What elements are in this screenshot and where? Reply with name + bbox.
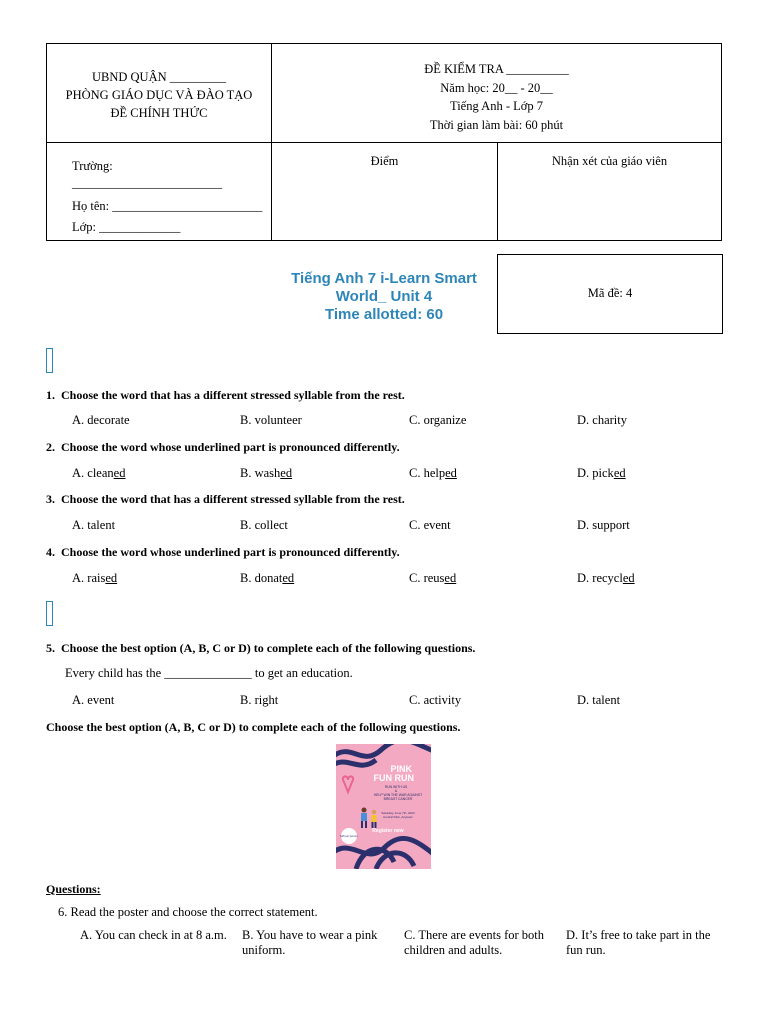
question-number: 3. (46, 492, 55, 506)
underlined-part: ed (622, 571, 635, 585)
underlined-part: ed (113, 466, 126, 480)
q3-option-d (577, 518, 630, 533)
question-text: Choose the word whose underlined part is pronounced differently. (61, 440, 400, 454)
underlined-part: ed (280, 466, 293, 480)
option-text: A. talent (72, 518, 116, 532)
exam-title: ĐỀ KIỂM TRA __________ (424, 62, 569, 76)
question-1 (46, 388, 405, 403)
poster-register: Register now (372, 828, 404, 834)
q6-option-b: B. You have to wear a pink uniform. (242, 928, 378, 957)
q5-option-a (72, 693, 114, 708)
question-text: Choose the word whose underlined part is pronounced differently. (61, 545, 400, 559)
question-4 (46, 545, 400, 560)
name-field: Họ tên: ________________________ (72, 198, 263, 213)
option-text: A. rais (72, 571, 106, 585)
option-text: D. support (577, 518, 630, 532)
school-year: Năm học: 20__ - 20__ (440, 80, 553, 95)
question-number: 2. (46, 440, 55, 454)
poster-date: Saturday, June 7th, 2023 (381, 811, 415, 815)
official-label: ĐỀ CHÍNH THỨC (110, 106, 208, 120)
poster-title-1: PINK (390, 764, 412, 774)
q5-option-b (240, 693, 278, 708)
question-text: Choose the best option (A, B, C or D) to complete each of the following questions. (61, 641, 476, 655)
comment-cell (498, 143, 722, 241)
option-text: B. collect (240, 518, 288, 532)
underlined-part: ed (282, 571, 295, 585)
district-line: UBND QUẬN _________ (91, 70, 227, 84)
test-title (270, 270, 498, 324)
subject-grade: Tiếng Anh - Lớp 7 (450, 99, 543, 113)
title-line-1: Tiếng Anh 7 i-Learn Smart (291, 270, 477, 287)
underlined-part: ed (613, 466, 626, 480)
poster-place: Central Park, Anytown (383, 815, 413, 819)
q3-option-b (240, 518, 288, 533)
q1-option-d (577, 413, 627, 428)
student-info-cell (47, 143, 272, 241)
fun-run-poster (336, 744, 431, 869)
option-text: D. recycl (577, 571, 623, 585)
underlined-part: ed (105, 571, 118, 585)
option-text: A. event (72, 693, 115, 707)
school-label: Trường: (72, 159, 113, 173)
option-text: A. clean (72, 466, 114, 480)
poster-price: $15 per person (340, 835, 358, 838)
q4-option-d (577, 571, 635, 586)
school-blank: ________________________ (72, 175, 222, 190)
option-text: B. donat (240, 571, 283, 585)
score-label: Điểm (370, 154, 399, 168)
section-marker (46, 348, 53, 373)
q2-option-c (409, 466, 457, 481)
title-line-2: World_ Unit 4 (335, 288, 433, 305)
q5-sentence: Every child has the ______________ to get an education. (65, 666, 353, 680)
section-marker (46, 601, 53, 626)
q5-option-d (577, 693, 620, 708)
department-line: PHÒNG GIÁO DỤC VÀ ĐÀO TẠO (65, 88, 253, 102)
option-text: A. decorate (72, 413, 130, 427)
header-table (46, 43, 722, 241)
option-text: D. talent (577, 693, 621, 707)
option-text: C. event (409, 518, 451, 532)
poster-sub-2: & (394, 789, 398, 793)
underlined-part: ed (444, 571, 457, 585)
q5-option-c (409, 693, 461, 708)
question-6: 6. Read the poster and choose the correct statement. (58, 905, 318, 919)
q4-option-c (409, 571, 456, 586)
option-text: C. help (409, 466, 446, 480)
questions-heading: Questions: (46, 882, 101, 896)
instruction-2: Choose the best option (A, B, C or D) to complete each of the following questions. (46, 720, 461, 734)
q2-option-d (577, 466, 626, 481)
department-cell (47, 44, 272, 143)
question-3 (46, 492, 405, 507)
duration: Thời gian làm bài: 60 phút (429, 117, 564, 132)
question-text: Choose the word that has a different stressed syllable from the rest. (61, 388, 405, 402)
q4-option-a (72, 571, 117, 586)
q6-option-a: A. You can check in at 8 a.m. (80, 928, 227, 942)
q2-option-a (72, 466, 125, 481)
question-number: 1. (46, 388, 55, 402)
question-number: 5. (46, 641, 55, 655)
option-text: C. reus (409, 571, 445, 585)
q1-option-b (240, 413, 302, 428)
exam-info-cell (272, 44, 722, 143)
q3-option-c (409, 518, 451, 533)
q3-option-a (72, 518, 115, 533)
option-text: B. volunteer (240, 413, 302, 427)
q6-option-d: D. It’s free to take part in the fun run. (566, 928, 711, 957)
option-text: C. organize (409, 413, 467, 427)
q6-option-c: C. There are events for both children and adults. (404, 928, 544, 957)
comment-label: Nhận xét của giáo viên (551, 154, 668, 168)
q1-option-a (72, 413, 130, 428)
exam-code: Mã đề: 4 (587, 286, 633, 300)
question-5 (46, 641, 475, 656)
question-text: Choose the word that has a different stressed syllable from the rest. (61, 492, 405, 506)
option-text: D. charity (577, 413, 627, 427)
underlined-part: ed (445, 466, 457, 480)
option-text: D. pick (577, 466, 614, 480)
poster-sub-3: HELP WIN THE WAR AGAINST (373, 793, 423, 797)
option-text: B. right (240, 693, 279, 707)
poster-title-2: FUN RUN (373, 773, 414, 783)
poster-sub-4: BREAST CANCER (383, 797, 413, 801)
q1-option-c (409, 413, 466, 428)
exam-code-box (497, 254, 723, 334)
title-line-3: Time allotted: 60 (324, 306, 444, 323)
option-text: C. activity (409, 693, 462, 707)
score-cell (272, 143, 498, 241)
question-2 (46, 440, 400, 455)
option-text: B. wash (240, 466, 281, 480)
class-field: Lớp: _____________ (72, 220, 181, 234)
poster-sub-1: RUN WITH US (384, 785, 408, 789)
q2-option-b (240, 466, 292, 481)
question-number: 4. (46, 545, 55, 559)
q4-option-b (240, 571, 294, 586)
